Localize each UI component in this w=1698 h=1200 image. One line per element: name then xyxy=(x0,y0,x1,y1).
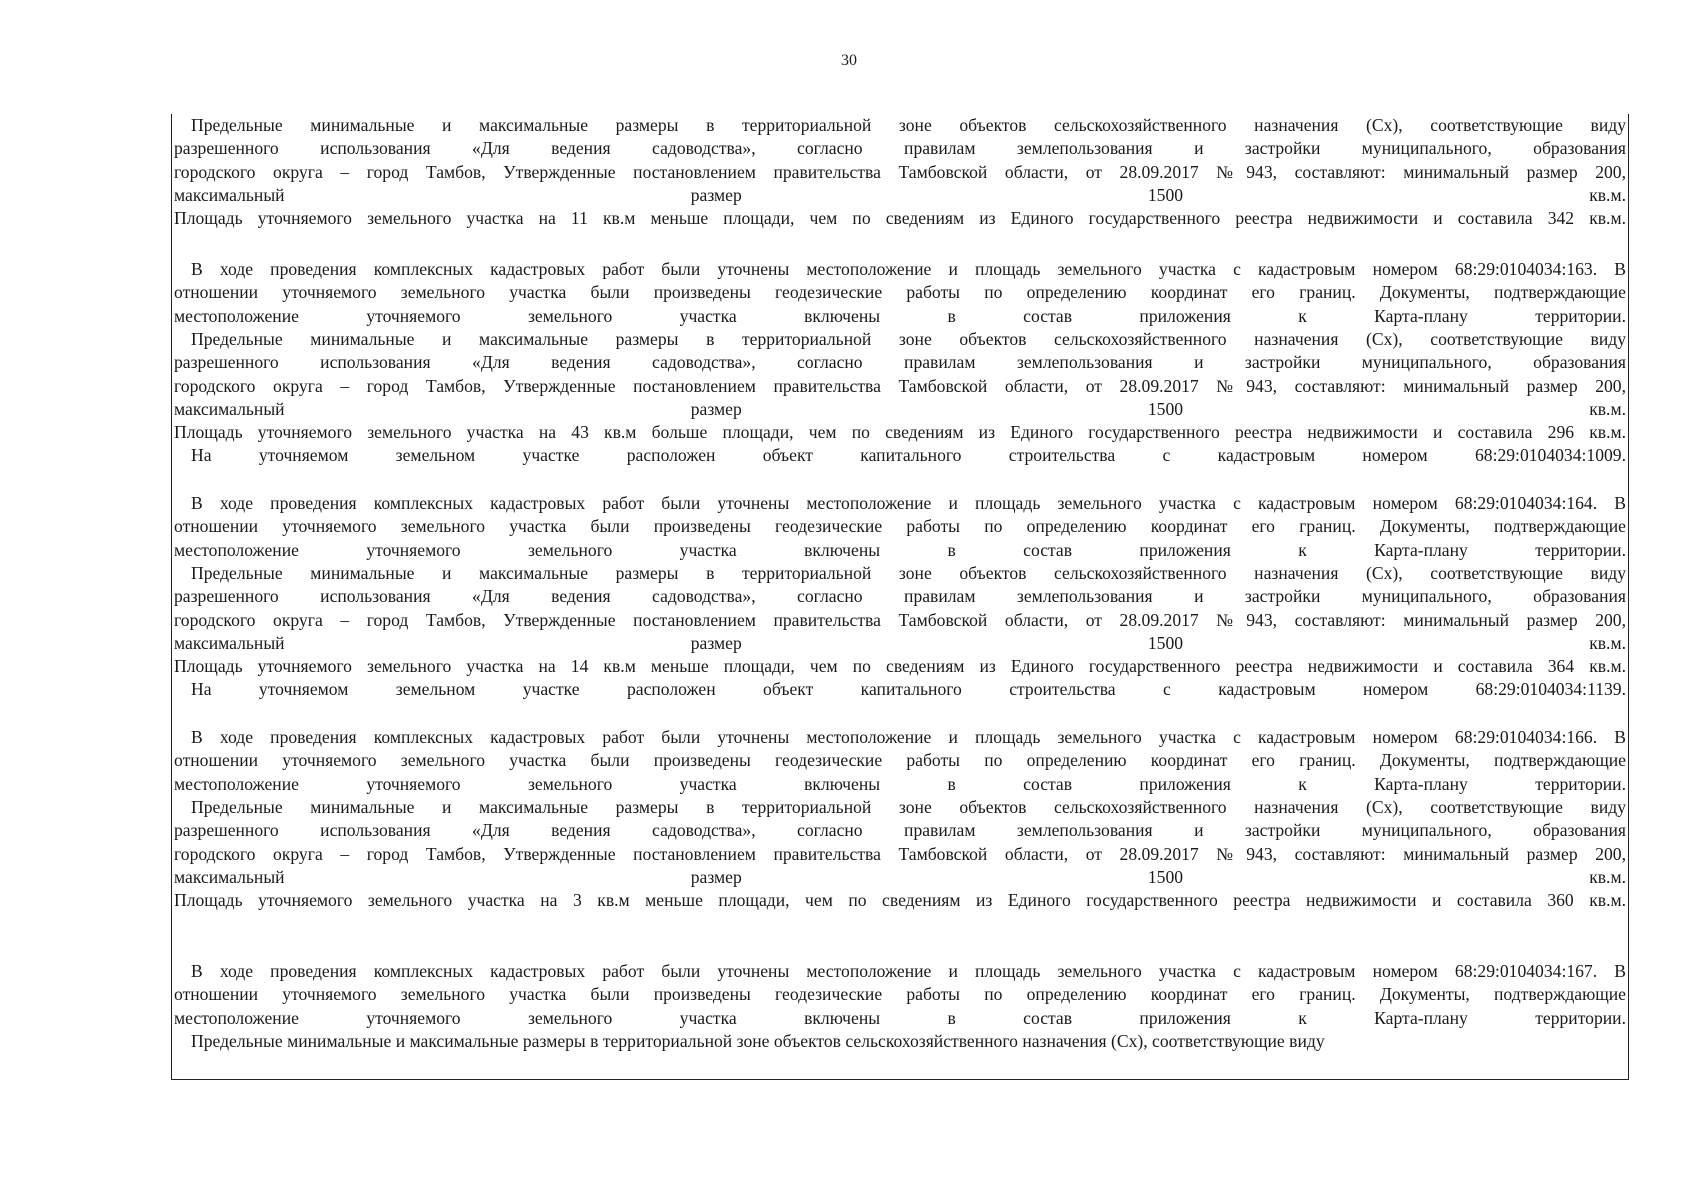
text-line: Предельные минимальные и максимальные размеры в территориальной зоне объектов сельскохозяйственного назначения (Сх), соответствующие виду xyxy=(191,115,1626,135)
text-line: Площадь уточняемого земельного участка на 43 кв.м больше площади, чем по сведениям из Единого государственного реестра недвижимости и составила 296 кв.м. xyxy=(174,422,1626,443)
text-line: Предельные минимальные и максимальные размеры в территориальной зоне объектов сельскохозяйственного назначения (Сх), соответствующие виду xyxy=(191,328,1626,349)
text-line: Предельные минимальные и максимальные размеры в территориальной зоне объектов сельскохозяйственного назначения (Сх), соответствующие виду xyxy=(191,1030,1325,1051)
text-line: Площадь уточняемого земельного участка на 3 кв.м меньше площади, чем по сведениям из Единого государственного реестра недвижимости и составила 360 кв.м. xyxy=(174,890,1626,911)
text-line: отношении уточняемого земельного участка были произведены геодезические работы по определению координат его границ. Документы, подтверждающие xyxy=(174,750,1626,771)
document-text-frame xyxy=(171,114,1629,1080)
text-line: максимальный размер 1500 кв.м. xyxy=(174,632,1626,653)
text-line: местоположение уточняемого земельного участка включены в состав приложения к Карта-плану территории. xyxy=(174,1007,1626,1028)
text-line: местоположение уточняемого земельного участка включены в состав приложения к Карта-плану территории. xyxy=(174,305,1626,326)
text-line: местоположение уточняемого земельного участка включены в состав приложения к Карта-плану территории. xyxy=(174,773,1626,794)
text-line: отношении уточняемого земельного участка были произведены геодезические работы по определению координат его границ. Документы, подтверждающие xyxy=(174,516,1626,537)
text-line: В ходе проведения комплексных кадастровых работ были уточнены местоположение и площадь земельного участка с кадастровым номером 68:29:0104034:164. В xyxy=(191,493,1626,513)
page-number: 30 xyxy=(841,52,857,69)
text-line: максимальный размер 1500 кв.м. xyxy=(174,184,1626,205)
text-line: городского округа – город Тамбов, Утвержденные постановлением правительства Тамбовской области, от 28.09.2017 №943, составляют: минимальный размер 200, xyxy=(174,843,1626,864)
text-line: На уточняемом земельном участке расположен объект капитального строительства с кадастровым номером 68:29:0104034:1009. xyxy=(191,445,1626,466)
text-line: местоположение уточняемого земельного участка включены в состав приложения к Карта-плану территории. xyxy=(174,539,1626,560)
text-line: разрешенного использования «Для ведения садоводства», согласно правилам землепользования и застройки муниципального, образования xyxy=(174,820,1626,841)
text-line: На уточняемом земельном участке расположен объект капитального строительства с кадастровым номером 68:29:0104034:1139. xyxy=(191,679,1626,700)
text-line: Предельные минимальные и максимальные размеры в территориальной зоне объектов сельскохозяйственного назначения (Сх), соответствующие виду xyxy=(191,562,1626,583)
text-line: разрешенного использования «Для ведения садоводства», согласно правилам землепользования и застройки муниципального, образования xyxy=(174,352,1626,373)
text-line: разрешенного использования «Для ведения садоводства», согласно правилам землепользования и застройки муниципального, образования xyxy=(174,138,1626,159)
text-line: городского округа – город Тамбов, Утвержденные постановлением правительства Тамбовской области, от 28.09.2017 №943, составляют: минимальный размер 200, xyxy=(174,161,1626,182)
text-line: разрешенного использования «Для ведения садоводства», согласно правилам землепользования и застройки муниципального, образования xyxy=(174,586,1626,607)
text-line: Предельные минимальные и максимальные размеры в территориальной зоне объектов сельскохозяйственного назначения (Сх), соответствующие виду xyxy=(191,796,1626,817)
text-line: Площадь уточняемого земельного участка на 11 кв.м меньше площади, чем по сведениям из Единого государственного реестра недвижимости и составила 342 кв.м. xyxy=(174,208,1626,229)
text-line: городского округа – город Тамбов, Утвержденные постановлением правительства Тамбовской области, от 28.09.2017 №943, составляют: минимальный размер 200, xyxy=(174,375,1626,396)
text-line: городского округа – город Тамбов, Утвержденные постановлением правительства Тамбовской области, от 28.09.2017 №943, составляют: минимальный размер 200, xyxy=(174,609,1626,630)
text-line: максимальный размер 1500 кв.м. xyxy=(174,398,1626,419)
text-line: максимальный размер 1500 кв.м. xyxy=(174,866,1626,887)
text-line: В ходе проведения комплексных кадастровых работ были уточнены местоположение и площадь земельного участка с кадастровым номером 68:29:0104034:166. В xyxy=(191,727,1626,747)
text-line: Площадь уточняемого земельного участка на 14 кв.м меньше площади, чем по сведениям из Единого государственного реестра недвижимости и составила 364 кв.м. xyxy=(174,656,1626,677)
text-line: отношении уточняемого земельного участка были произведены геодезические работы по определению координат его границ. Документы, подтверждающие xyxy=(174,282,1626,303)
text-line: отношении уточняемого земельного участка были произведены геодезические работы по определению координат его границ. Документы, подтверждающие xyxy=(174,984,1626,1005)
text-line: В ходе проведения комплексных кадастровых работ были уточнены местоположение и площадь земельного участка с кадастровым номером 68:29:0104034:163. В xyxy=(191,259,1626,279)
text-line: В ходе проведения комплексных кадастровых работ были уточнены местоположение и площадь земельного участка с кадастровым номером 68:29:0104034:167. В xyxy=(191,961,1626,981)
